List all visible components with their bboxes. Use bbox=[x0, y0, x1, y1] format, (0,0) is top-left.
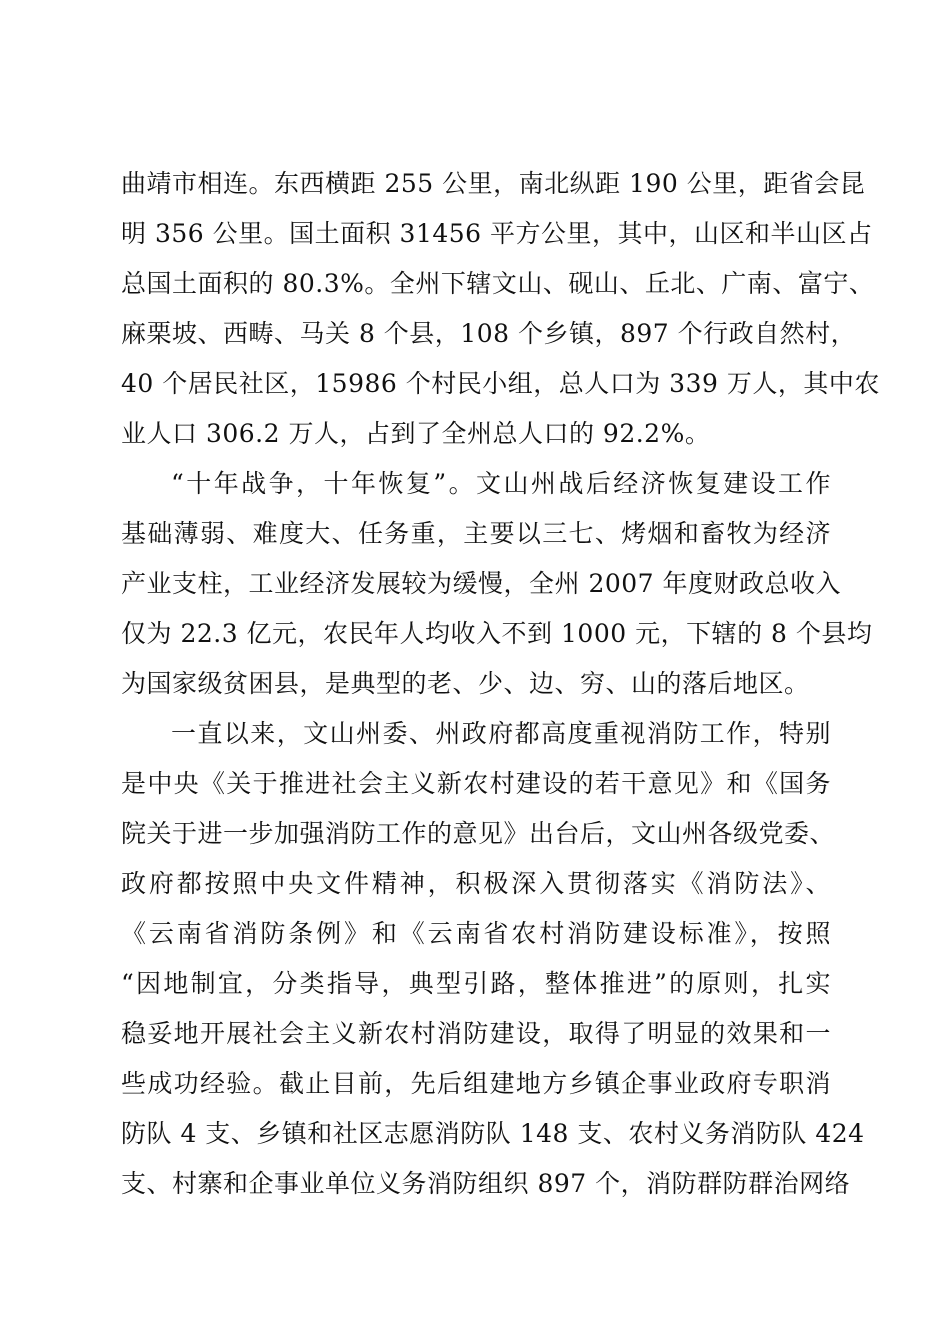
text-line-9: 产业支柱，工业经济发展较为缓慢，全州 2007 年度财政总收入 bbox=[121, 569, 842, 598]
text-line-6: 业人口 306.2 万人，占到了全州总人口的 92.2%。 bbox=[121, 419, 711, 448]
text-line-4: 麻栗坡、西畴、马关 8 个县，108 个乡镇，897 个行政自然村， bbox=[121, 319, 857, 348]
text-line-20: 防队 4 支、乡镇和社区志愿消防队 148 支、农村义务消防队 424 bbox=[121, 1119, 865, 1148]
text-line-19: 些成功经验。截止目前，先后组建地方乡镇企事业政府专职消 bbox=[121, 1069, 831, 1098]
text-line-2: 明 356 公里。国土面积 31456 平方公里，其中，山区和半山区占 bbox=[121, 219, 873, 248]
text-line-14: 院关于进一步加强消防工作的意见》出台后，文山州各级党委、 bbox=[121, 819, 836, 848]
text-line-7: “十年战争，十年恢复”。文山州战后经济恢复建设工作 bbox=[171, 469, 831, 498]
text-line-18: 稳妥地开展社会主义新农村消防建设，取得了明显的效果和一 bbox=[121, 1019, 831, 1048]
text-line-16: 《云南省消防条例》和《云南省农村消防建设标准》，按照 bbox=[121, 919, 831, 948]
text-line-8: 基础薄弱、难度大、任务重，主要以三七、烤烟和畜牧为经济 bbox=[121, 519, 831, 548]
text-line-10: 仅为 22.3 亿元，农民年人均收入不到 1000 元，下辖的 8 个县均 bbox=[121, 619, 873, 648]
text-line-21: 支、村寨和企事业单位义务消防组织 897 个，消防群防群治网络 bbox=[121, 1169, 851, 1198]
text-line-11: 为国家级贫困县，是典型的老、少、边、穷、山的落后地区。 bbox=[121, 669, 810, 698]
text-line-3: 总国土面积的 80.3%。全州下辖文山、砚山、丘北、广南、富宁、 bbox=[121, 269, 875, 298]
text-line-13: 是中央《关于推进社会主义新农村建设的若干意见》和《国务 bbox=[121, 769, 831, 798]
text-line-5: 40 个居民社区，15986 个村民小组，总人口为 339 万人，其中农 bbox=[121, 369, 880, 398]
text-line-1: 曲靖市相连。东西横距 255 公里，南北纵距 190 公里，距省会昆 bbox=[121, 169, 866, 198]
text-line-15: 政府都按照中央文件精神，积极深入贯彻落实《消防法》、 bbox=[121, 869, 831, 898]
text-line-17: “因地制宜，分类指导，典型引路，整体推进”的原则，扎实 bbox=[121, 969, 831, 998]
text-line-12: 一直以来，文山州委、州政府都高度重视消防工作，特别 bbox=[171, 719, 831, 748]
